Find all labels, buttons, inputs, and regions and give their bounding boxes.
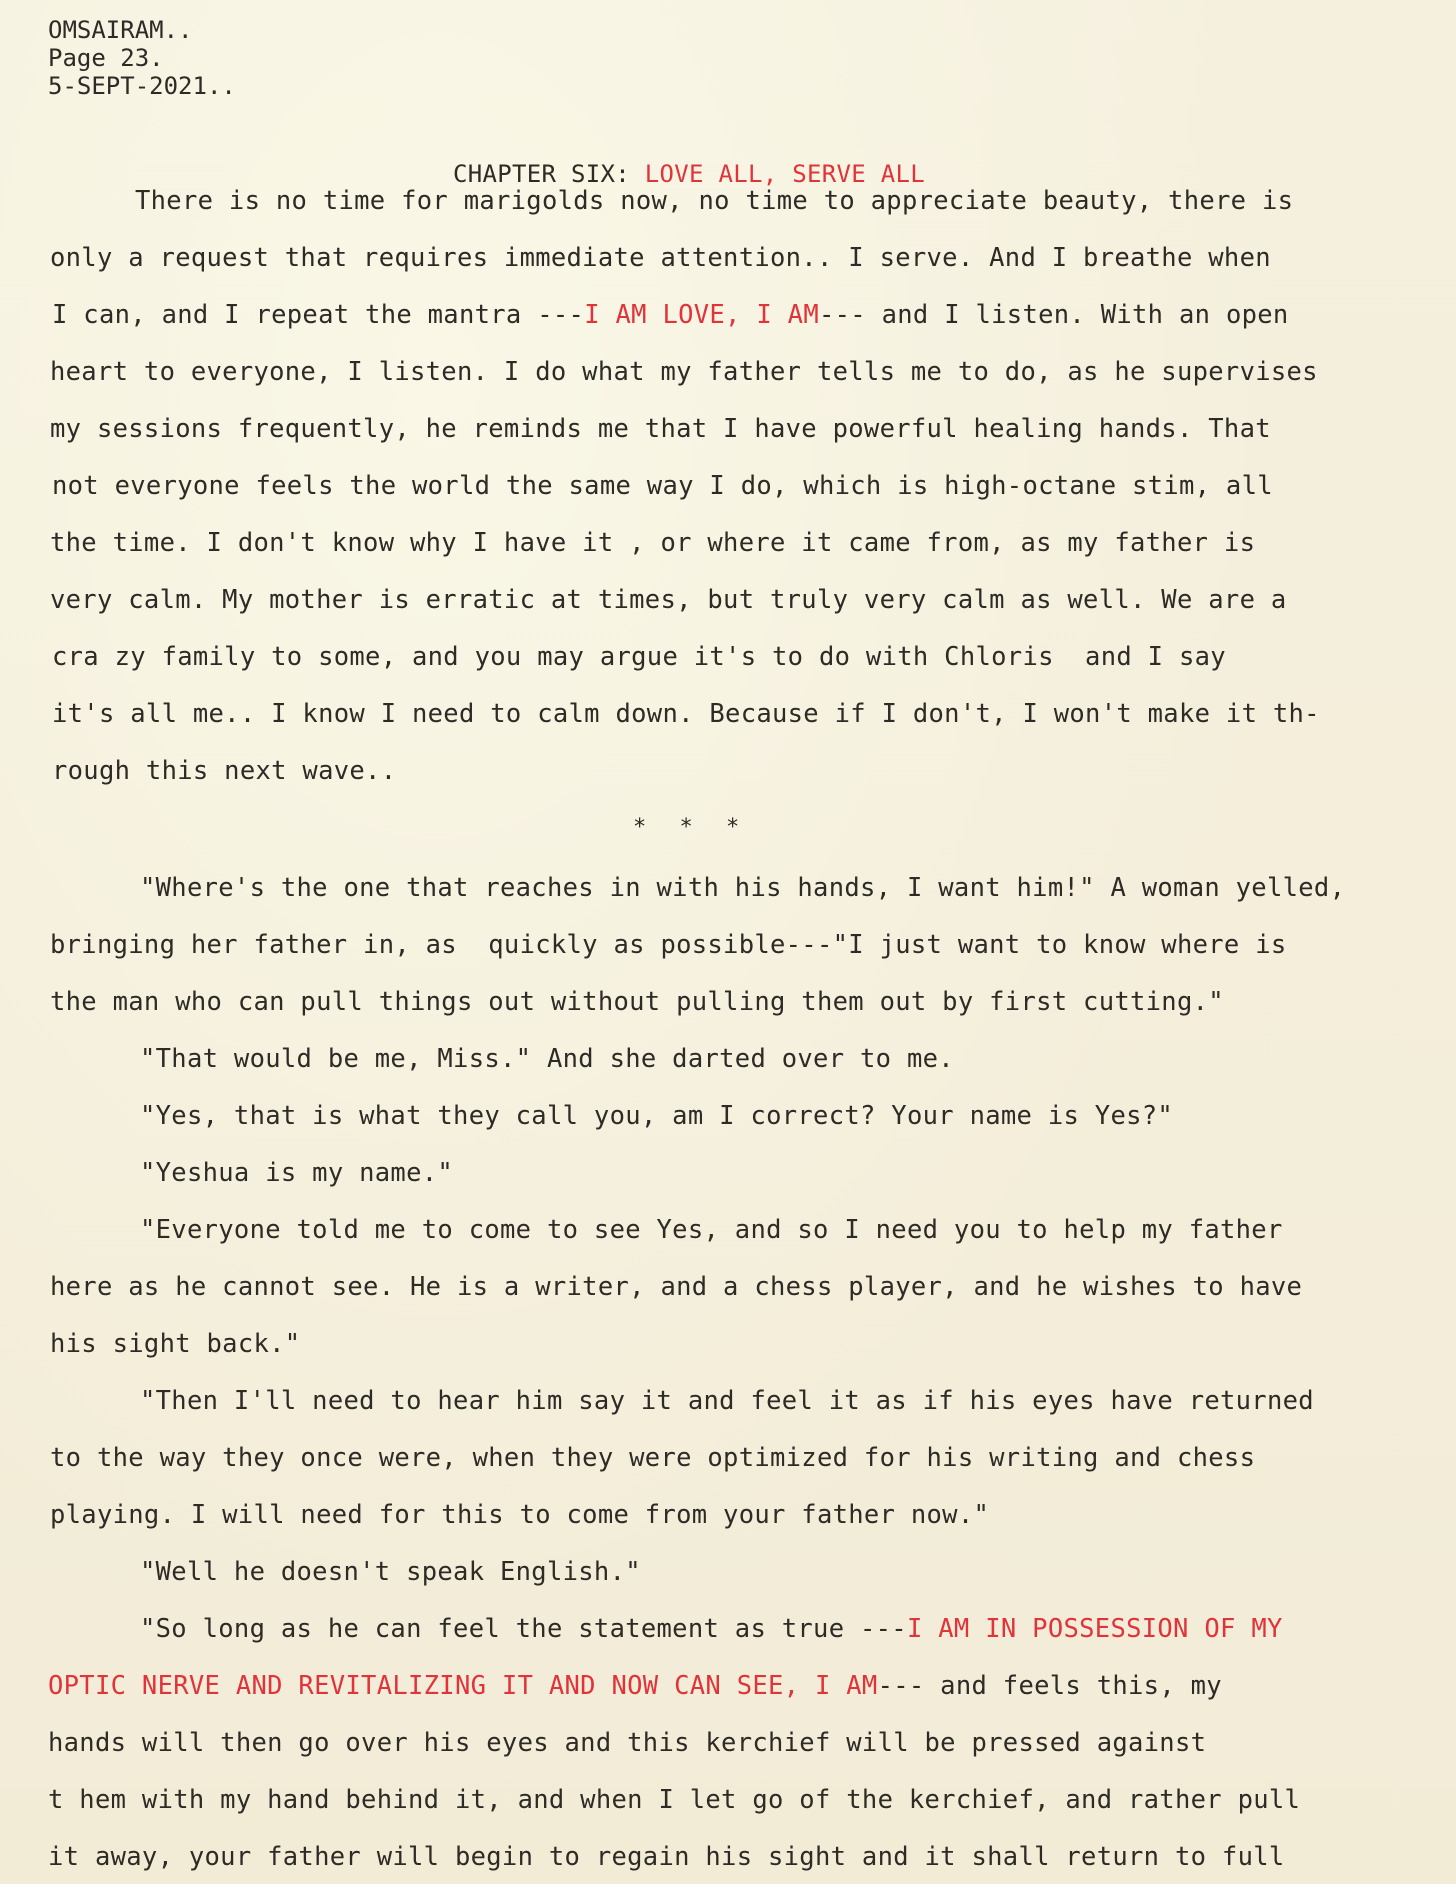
body-line [50,414,1271,444]
line-text: There is no time for marigolds now, no time to appreciate beauty, there is [135,186,1294,216]
body-line [52,699,1320,729]
line-text: I can, and I repeat the mantra --- [52,300,585,330]
body-line [140,1044,954,1074]
body-line [48,1671,1222,1701]
line-text: "Where's the one that reaches in with his hands, I want him!" A woman yelled, [140,873,1346,903]
body-line [135,186,1293,216]
body-line [140,1101,1173,1131]
line-text: heart to everyone, I listen. I do what my father tells me to do, as he supervises [50,357,1318,387]
line-text: "Yes, that is what they call you, am I correct? Your name is Yes?" [140,1101,1174,1131]
body-line [50,1443,1255,1473]
line-text: bringing her father in, as quickly as possible---"I just want to know where is [50,930,1287,960]
line-text: "Yeshua is my name." [140,1158,454,1188]
line-text: here as he cannot see. He is a writer, and a chess player, and he wishes to have [50,1272,1303,1302]
line-text: to the way they once were, when they were optimized for his writing and chess [50,1443,1256,1473]
section-break [633,815,749,840]
line-text: hands will then go over his eyes and this kerchief will be pressed against [48,1728,1207,1758]
line-text: very calm. My mother is erratic at times, but truly very calm as well. We are a [50,585,1287,615]
header-line-2: Page 23. [48,44,164,72]
line-text: the man who can pull things out without pulling them out by first cutting." [50,987,1224,1017]
line-text: cra zy family to some, and you may argue it's to do with Chloris and I say [52,642,1226,672]
body-line [140,1557,641,1587]
body-line [140,1614,1283,1644]
line-text: "So long as he can feel the statement as true --- [140,1614,907,1644]
header-line-1: OMSAIRAM.. [48,16,193,44]
line-text: --- and I listen. With an open [818,300,1289,330]
body-line [52,471,1273,501]
body-line [50,1272,1302,1302]
chapter-prefix: CHAPTER SIX: [453,160,645,188]
line-text: --- and feels this, my [877,1671,1222,1701]
line-text: * * * [633,815,750,840]
body-line [50,243,1271,273]
line-text: t hem with my hand behind it, and when I let go of the kerchief, and rather pull [48,1785,1301,1815]
line-text: only a request that requires immediate attention.. I serve. And I breathe when [50,243,1271,273]
body-line [48,1785,1300,1815]
body-line [50,1329,300,1359]
line-text: "That would be me, Miss." And she darted over to me. [140,1044,954,1074]
line-text: "Then I'll need to hear him say it and feel it as if his eyes have returned [140,1386,1314,1416]
body-line [48,1728,1206,1758]
body-line [140,1158,453,1188]
line-text: "Well he doesn't speak English." [140,1557,641,1587]
line-text: playing. I will need for this to come from your father now." [50,1500,990,1530]
highlighted-text: I AM IN POSSESSION OF MY [906,1614,1283,1644]
body-line [50,1500,989,1530]
chapter-title: LOVE ALL, SERVE ALL [644,160,925,188]
line-text: not everyone feels the world the same way I do, which is high-octane stim, all [52,471,1273,501]
body-line [52,642,1226,672]
line-text: it's all me.. I know I need to calm down. Because if I don't, I won't make it th- [52,699,1320,729]
page-header [48,16,236,100]
header-line-3: 5-SEPT-2021.. [48,72,236,100]
body-line [50,987,1224,1017]
line-text: rough this next wave.. [52,756,397,786]
body-line [140,873,1345,903]
line-text: my sessions frequently, he reminds me that I have powerful healing hands. That [50,414,1271,444]
body-line [50,357,1318,387]
body-line [52,300,1289,330]
body-line [140,1386,1314,1416]
body-line [50,930,1287,960]
body-line [50,528,1255,558]
body-line [50,585,1287,615]
body-line [48,1842,1285,1872]
line-text: his sight back." [50,1329,301,1359]
body-line [52,756,396,786]
line-text: the time. I don't know why I have it , or where it came from, as my father is [50,528,1256,558]
highlighted-text: OPTIC NERVE AND REVITALIZING IT AND NOW CAN SEE, I AM [48,1671,878,1701]
line-text: "Everyone told me to come to see Yes, and so I need you to help my father [140,1215,1283,1245]
line-text: it away, your father will begin to regain his sight and it shall return to full [48,1842,1285,1872]
body-line [140,1215,1283,1245]
highlighted-text: I AM LOVE, I AM [584,300,819,330]
